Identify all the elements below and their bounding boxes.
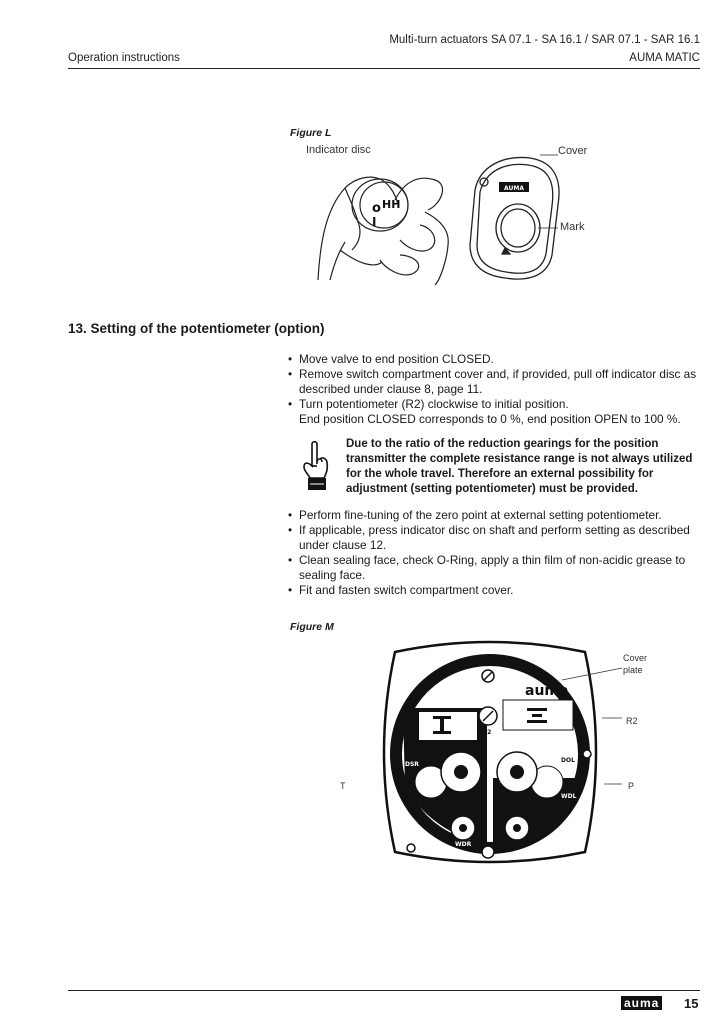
cover-plate-logo: auma bbox=[525, 683, 569, 699]
list-item: • Move valve to end position CLOSED. bbox=[288, 352, 704, 367]
svg-text:HH: HH bbox=[382, 198, 401, 211]
list-item: • Fit and fasten switch compartment cover. bbox=[288, 583, 704, 598]
footer-rule bbox=[68, 990, 700, 991]
bullet-list-2 bbox=[288, 508, 704, 598]
label-r2: R2 bbox=[626, 716, 638, 726]
bullet-list-1 bbox=[288, 352, 704, 412]
switch-label-e2: E2 bbox=[483, 729, 492, 736]
svg-text:I: I bbox=[372, 215, 377, 229]
page-number: 15 bbox=[684, 996, 699, 1011]
label-p: P bbox=[628, 781, 635, 791]
label-indicator-disc: Indicator disc bbox=[306, 144, 371, 156]
label-cover-plate-line2: plate bbox=[623, 665, 643, 675]
switch-label-wsr: WSR bbox=[405, 793, 421, 800]
pointing-hand-icon bbox=[298, 440, 332, 496]
list-item: • Clean sealing face, check O-Ring, apply a thin film of non-acidic grease to sealing face. bbox=[288, 553, 704, 583]
cover-logo-text: AUMA bbox=[504, 185, 524, 192]
switch-label-wdr: WDR bbox=[455, 841, 472, 848]
switch-label-wdl: WDL bbox=[561, 793, 577, 800]
label-mark: Mark bbox=[560, 221, 585, 233]
svg-text:o: o bbox=[372, 201, 381, 216]
hands-holding-disc-illustration bbox=[318, 177, 448, 285]
switch-label-dsr: DSR bbox=[405, 761, 419, 768]
label-cover-plate-line1: Cover bbox=[623, 653, 648, 663]
header-right-label: AUMA MATIC bbox=[629, 52, 700, 64]
label-cover: Cover bbox=[558, 145, 588, 157]
header-rule bbox=[68, 68, 700, 69]
list-item: • Turn potentiometer (R2) clockwise to initial position. bbox=[288, 397, 704, 412]
cover-illustration bbox=[470, 150, 559, 279]
figure-m-title: Figure M bbox=[290, 621, 334, 633]
header-left-label: Operation instructions bbox=[68, 52, 180, 64]
switch-label-dol: DOL bbox=[561, 757, 575, 764]
section-heading: 13. Setting of the potentiometer (option) bbox=[68, 321, 325, 336]
figure-m-leader-lines bbox=[560, 660, 624, 790]
note-text: Due to the ratio of the reduction gearings for the position transmitter the complete resistance range is not always utilized for the whole travel. Therefore an external possibility for adjustment (setting potentiometer) must be provided. bbox=[346, 438, 693, 495]
figure-l-illustration bbox=[300, 150, 600, 290]
list-item: • If applicable, press indicator disc on shaft and perform setting as described under clause 12. bbox=[288, 523, 704, 553]
document-title: Multi-turn actuators SA 07.1 - SA 16.1 / SAR 07.1 - SAR 16.1 bbox=[389, 34, 700, 46]
footer-logo: auma bbox=[621, 996, 662, 1010]
bullet-continuation: End position CLOSED corresponds to 0 %, end position OPEN to 100 %. bbox=[299, 412, 681, 426]
figure-l-title: Figure L bbox=[290, 127, 332, 139]
list-item: • Remove switch compartment cover and, if provided, pull off indicator disc as described under clause 8, page 11. bbox=[288, 367, 704, 397]
list-item: • Perform fine-tuning of the zero point at external setting potentiometer. bbox=[288, 508, 704, 523]
label-t: T bbox=[340, 781, 346, 791]
